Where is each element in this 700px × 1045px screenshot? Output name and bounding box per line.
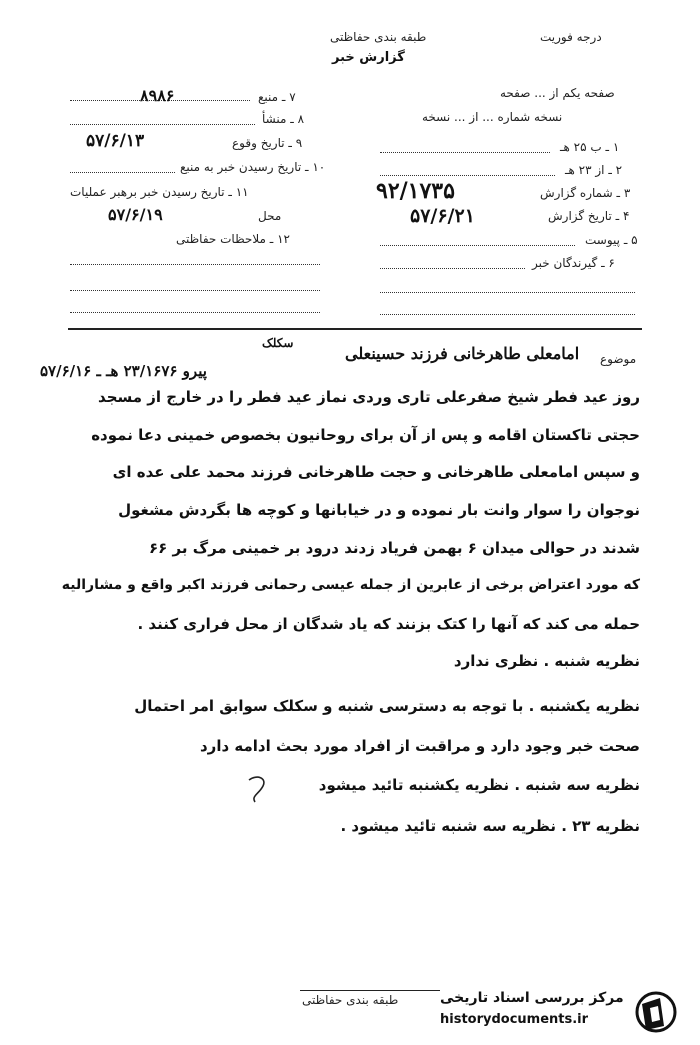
field-reach-source-label: ۱۰ ـ تاریخ رسیدن خبر به منبع bbox=[180, 160, 326, 174]
security-dots-2 bbox=[70, 290, 320, 291]
opinion-line: نظریه سه شنبه . نظریه یکشنبه تائید میشود bbox=[318, 776, 640, 794]
field-source-label: ۷ ـ منبع bbox=[258, 90, 296, 104]
body-line: حمله می کند که آنها را کتک بزنند که یاد شدگان از محل فراری کنند . bbox=[137, 615, 640, 633]
field-place-value: ۵۷/۶/۱۹ bbox=[108, 205, 163, 224]
body-line: شدند در حوالی میدان ۶ بهمن فریاد زدند درود بر خمینی مرگ بر ۶۶ bbox=[149, 539, 640, 557]
field-2-label: ۲ ـ از ۲۳ هـ bbox=[565, 163, 623, 177]
subject-label: موضوع bbox=[600, 352, 637, 366]
field-origin-dots bbox=[70, 124, 255, 125]
header-divider bbox=[68, 328, 642, 330]
recipients-dots-3 bbox=[380, 314, 635, 315]
field-recipients-label: ۶ ـ گیرندگان خبر bbox=[532, 256, 615, 270]
field-report-date-value: ۵۷/۶/۲۱ bbox=[410, 205, 475, 227]
body-line: و سپس امامعلی طاهرخانی و حجت طاهرخانی فرزند محمد علی عده ای bbox=[112, 463, 640, 481]
field-attachment-dots bbox=[380, 245, 575, 246]
field-origin-label: ۸ ـ منشأ bbox=[262, 112, 305, 126]
field-report-date-label: ۴ ـ تاریخ گزارش bbox=[548, 209, 630, 223]
field-reach-ops-label: ۱۱ ـ تاریخ رسیدن خبر برهبر عملیات bbox=[70, 185, 249, 199]
report-title: گزارش خبر bbox=[332, 50, 405, 65]
field-report-number-label: ۳ ـ شماره گزارش bbox=[540, 186, 631, 200]
field-reach-source-dots bbox=[70, 172, 175, 173]
subject-reference: پیرو ۲۳/۱۶۷۶ هـ ـ ۵۷/۶/۱۶ bbox=[40, 362, 207, 380]
field-source-value: ۸۹۸۶ bbox=[140, 86, 175, 105]
recipients-dots-2 bbox=[380, 292, 635, 293]
archive-url: historydocuments.ir bbox=[440, 1012, 589, 1027]
field-place-label: محل bbox=[258, 209, 282, 223]
body-line: که مورد اعتراض برخی از عابرین از جمله عیسی رحمانی فرزند اکبر واقع و مشارالیه bbox=[61, 577, 640, 593]
archive-logo-icon bbox=[630, 990, 682, 1034]
subject-stamp: سکلک bbox=[262, 336, 294, 350]
security-dots-3 bbox=[70, 312, 320, 313]
subject-text: امامعلی طاهرخانی فرزند حسینعلی bbox=[345, 344, 580, 363]
opinion-line: نظریه شنبه . نظری ندارد bbox=[453, 652, 640, 670]
security-dots-1 bbox=[70, 264, 320, 265]
opinion-line: نظریه یکشنبه . با توجه به دسترسی شنبه و سکلک سوابق امر احتمال bbox=[134, 697, 640, 715]
body-line: نوجوان را سوار وانت بار نموده و در خیابانها و کوچه ها بگردش مشغول bbox=[118, 501, 640, 519]
field-1-label: ۱ ـ ب ۲۵ هـ bbox=[560, 140, 620, 154]
field-report-number-value: ۹۲/۱۷۳۵ bbox=[376, 178, 455, 204]
opinion-line: نظریه ۲۳ . نظریه سه شنبه تائید میشود . bbox=[340, 817, 640, 835]
archive-name: مرکز بررسی اسناد تاریخی bbox=[440, 990, 624, 1006]
opinion-line: صحت خبر وجود دارد و مراقبت از افراد مورد بحث ادامه دارد bbox=[199, 737, 640, 755]
field-occurrence-label: ۹ ـ تاریخ وقوع bbox=[232, 136, 303, 150]
field-1-dots bbox=[380, 152, 550, 153]
field-2-dots bbox=[380, 175, 555, 176]
field-attachment-label: ۵ ـ پیوست bbox=[585, 233, 638, 247]
classification-bottom: طبقه بندی حفاظتی bbox=[302, 993, 399, 1007]
footer-line bbox=[300, 990, 440, 991]
body-line: روز عید فطر شیخ صفرعلی تاری وردی نماز عید فطر را در خارج از مسجد bbox=[98, 388, 640, 406]
field-recipients-dots bbox=[380, 268, 525, 269]
field-occurrence-value: ۵۷/۶/۱۳ bbox=[86, 131, 145, 151]
signature-mark bbox=[245, 772, 275, 806]
classification-top: طبقه بندی حفاظتی bbox=[330, 30, 427, 44]
field-page-label: صفحه یکم از ... صفحه bbox=[500, 86, 615, 100]
body-line: حجتی تاکستان اقامه و پس از آن برای روحانیون بخصوص خمینی دعا نموده bbox=[91, 426, 640, 444]
priority-label: درجه فوریت bbox=[540, 30, 602, 44]
field-security-label: ۱۲ ـ ملاحظات حفاظتی bbox=[176, 232, 290, 246]
field-copy-label: نسخه شماره ... از ... نسخه bbox=[422, 110, 563, 124]
